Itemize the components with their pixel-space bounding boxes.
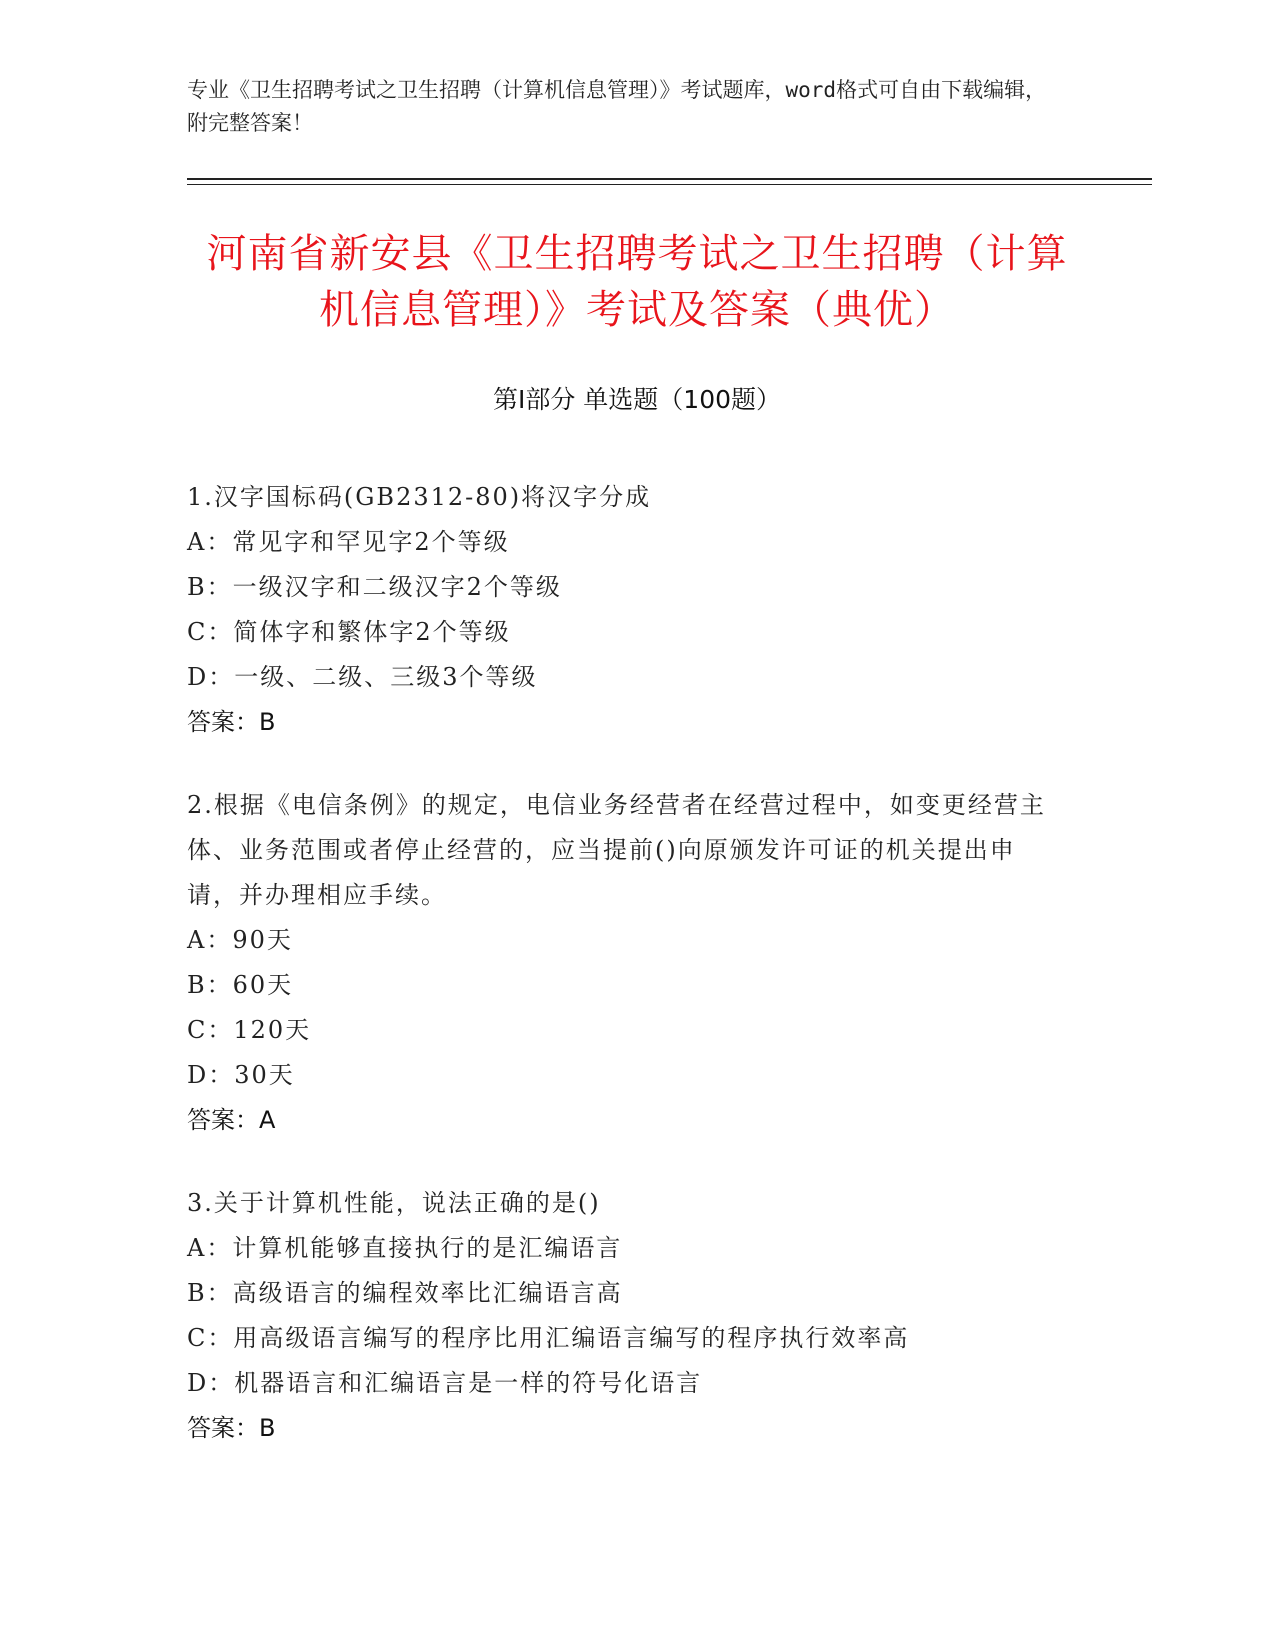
option-d: D：30天 bbox=[187, 1061, 295, 1089]
answer-line: 答案：B bbox=[187, 708, 276, 736]
header-note: 专业《卫生招聘考试之卫生招聘（计算机信息管理）》考试题库，word格式可自由下载编辑，附完整答案！ bbox=[187, 78, 1047, 135]
option-a: A：90天 bbox=[187, 926, 293, 954]
answer-line: 答案：B bbox=[187, 1414, 276, 1442]
document-title: 河南省新安县《卫生招聘考试之卫生招聘（计算机信息管理）》考试及答案（典优） bbox=[206, 231, 1068, 333]
question-text: 2.根据《电信条例》的规定，电信业务经营者在经营过程中，如变更经营主体、业务范围或者停止经营的，应当提前()向原颁发许可证的机关提出申请，并办理相应手续。 bbox=[187, 791, 1046, 909]
option-c: C：120天 bbox=[187, 1016, 312, 1044]
option-d: D：一级、二级、三级3个等级 bbox=[187, 663, 538, 691]
section-title: 第Ⅰ部分 单选题（100题） bbox=[492, 385, 782, 414]
question-3 bbox=[187, 1181, 1067, 1451]
question-text: 3.关于计算机性能，说法正确的是() bbox=[187, 1189, 601, 1217]
answer-line: 答案：A bbox=[187, 1106, 276, 1134]
option-c: C：用高级语言编写的程序比用汇编语言编写的程序执行效率高 bbox=[187, 1324, 910, 1352]
option-d: D：机器语言和汇编语言是一样的符号化语言 bbox=[187, 1369, 703, 1397]
question-list bbox=[187, 475, 1067, 1489]
option-a: A：计算机能够直接执行的是汇编语言 bbox=[187, 1234, 623, 1262]
question-1 bbox=[187, 475, 1067, 745]
option-b: B：一级汉字和二级汉字2个等级 bbox=[187, 573, 562, 601]
option-a: A：常见字和罕见字2个等级 bbox=[187, 528, 510, 556]
question-2 bbox=[187, 783, 1067, 1143]
question-text: 1.汉字国标码(GB2312-80)将汉字分成 bbox=[187, 483, 652, 511]
header-divider-thin bbox=[187, 184, 1152, 185]
option-b: B：60天 bbox=[187, 971, 294, 999]
header-divider-thick bbox=[187, 178, 1152, 180]
option-c: C：简体字和繁体字2个等级 bbox=[187, 618, 511, 646]
option-b: B：高级语言的编程效率比汇编语言高 bbox=[187, 1279, 623, 1307]
